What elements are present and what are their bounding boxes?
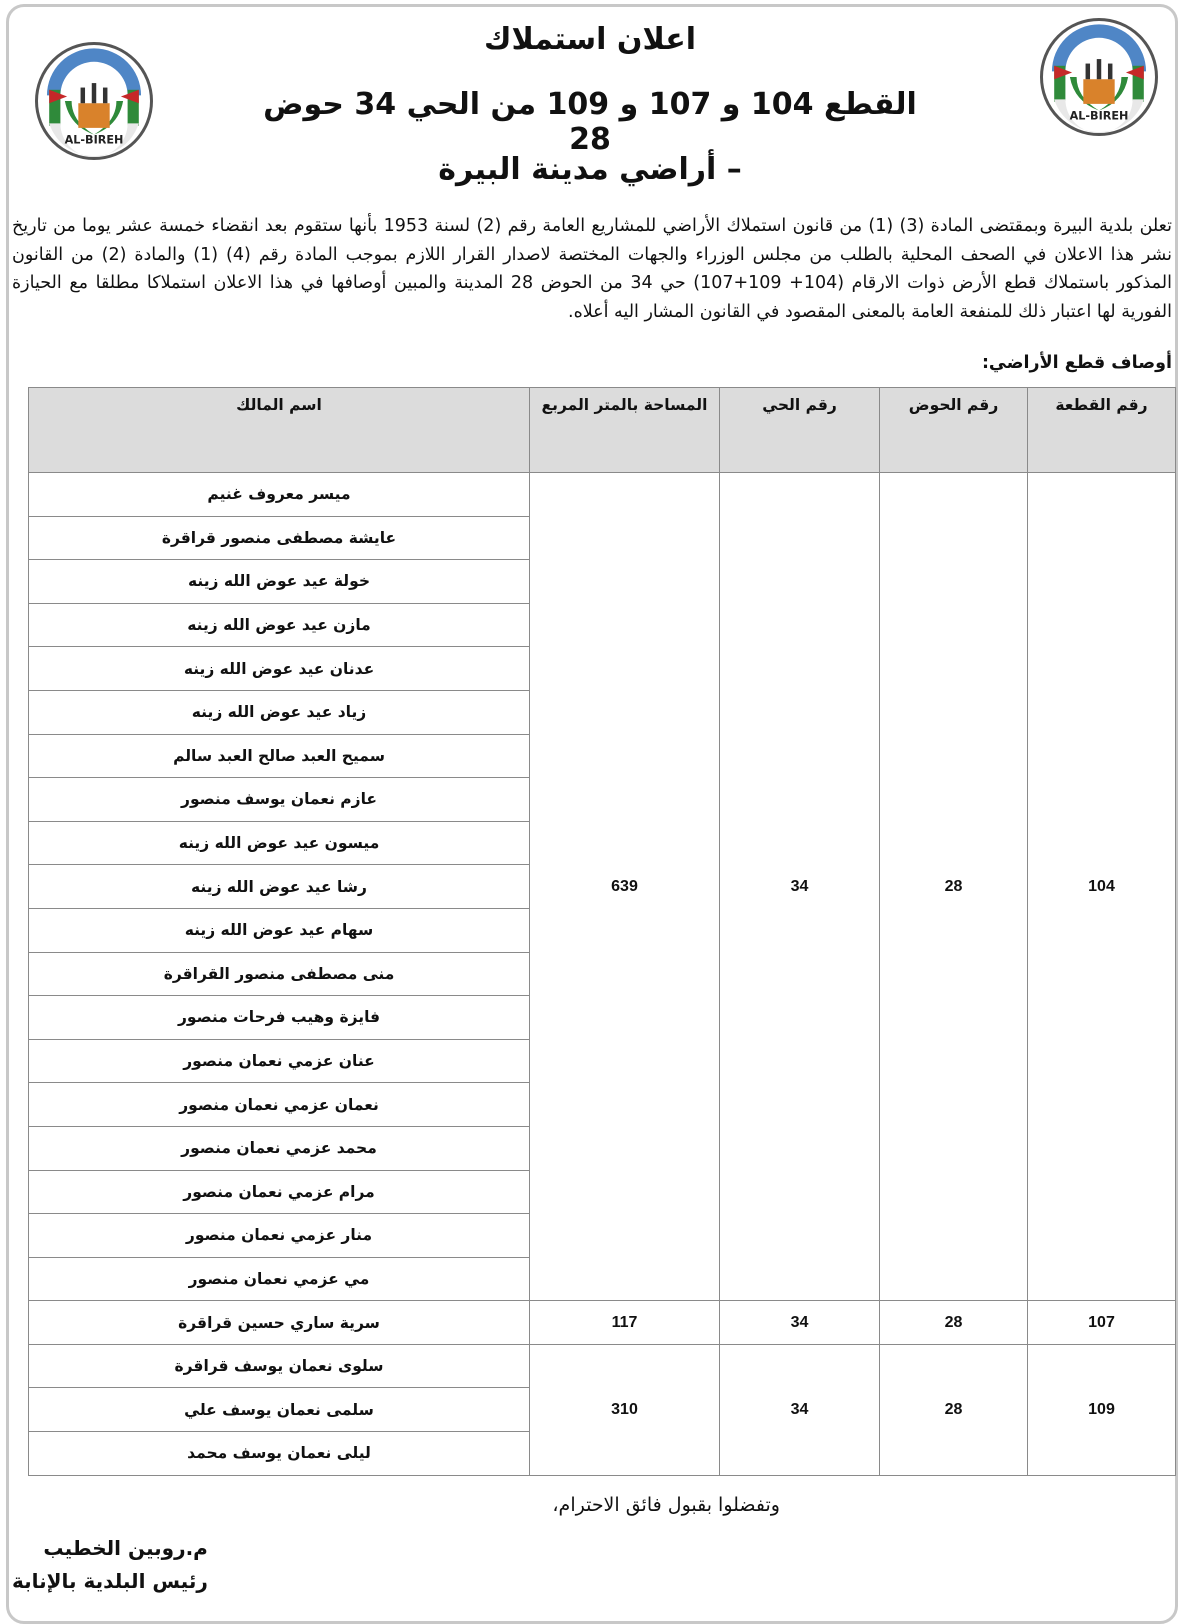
owner-name-cell: زياد عيد عوض الله زينه bbox=[29, 690, 530, 734]
header-plot-number: رقم القطعة bbox=[1028, 388, 1176, 473]
table-body bbox=[29, 473, 1176, 1476]
al-bireh-logo-right bbox=[1040, 18, 1158, 136]
owner-name-cell: خولة عيد عوض الله زينه bbox=[29, 560, 530, 604]
table-row bbox=[29, 473, 1176, 517]
owner-name-cell: محمد عزمي نعمان منصور bbox=[29, 1126, 530, 1170]
municipality-seal-icon bbox=[1043, 21, 1155, 133]
basin-number-cell: 28 bbox=[880, 473, 1028, 1301]
header-neighborhood-number: رقم الحي bbox=[720, 388, 880, 473]
area-cell: 117 bbox=[530, 1301, 720, 1345]
owner-name-cell: مي عزمي نعمان منصور bbox=[29, 1257, 530, 1301]
header-area-sqm: المساحة بالمتر المربع bbox=[530, 388, 720, 473]
land-plots-table bbox=[28, 387, 1176, 1476]
owner-name-cell: عايشة مصطفى منصور قراقرة bbox=[29, 516, 530, 560]
table-row bbox=[29, 1344, 1176, 1388]
closing-line: وتفضلوا بقبول فائق الاحترام، bbox=[552, 1494, 780, 1516]
header-owner-name: اسم المالك bbox=[29, 388, 530, 473]
owner-name-cell: سرية ساري حسين قراقرة bbox=[29, 1301, 530, 1345]
area-cell: 310 bbox=[530, 1344, 720, 1475]
municipality-seal-icon bbox=[38, 45, 150, 157]
owner-name-cell: منى مصطفى منصور القراقرة bbox=[29, 952, 530, 996]
owner-name-cell: مرام عزمي نعمان منصور bbox=[29, 1170, 530, 1214]
basin-number-cell: 28 bbox=[880, 1344, 1028, 1475]
signer-title: رئيس البلدية بالإنابة bbox=[12, 1569, 208, 1593]
owner-name-cell: سلمى نعمان يوسف علي bbox=[29, 1388, 530, 1432]
owner-name-cell: ميسر معروف غنيم bbox=[29, 473, 530, 517]
table-header-row bbox=[29, 388, 1176, 473]
neighborhood-number-cell: 34 bbox=[720, 1301, 880, 1345]
owner-name-cell: سلوى نعمان يوسف قراقرة bbox=[29, 1344, 530, 1388]
notice-location: – أراضي مدينة البيرة bbox=[438, 152, 742, 187]
owner-name-cell: سهام عيد عوض الله زينه bbox=[29, 908, 530, 952]
header-basin-number: رقم الحوض bbox=[880, 388, 1028, 473]
owner-name-cell: فايزة وهيب فرحات منصور bbox=[29, 996, 530, 1040]
table-row bbox=[29, 1301, 1176, 1345]
owner-name-cell: نعمان عزمي نعمان منصور bbox=[29, 1083, 530, 1127]
signer-name: م.روبين الخطيب bbox=[43, 1536, 208, 1560]
owner-name-cell: رشا عيد عوض الله زينه bbox=[29, 865, 530, 909]
owner-name-cell: سميح العبد صالح العبد سالم bbox=[29, 734, 530, 778]
owner-name-cell: عنان عزمي نعمان منصور bbox=[29, 1039, 530, 1083]
notice-subtitle: القطع 104 و 107 و 109 من الحي 34 حوض 28 bbox=[263, 87, 917, 157]
owner-name-cell: ميسون عيد عوض الله زينه bbox=[29, 821, 530, 865]
plot-number-cell: 107 bbox=[1028, 1301, 1176, 1345]
owner-name-cell: مازن عيد عوض الله زينه bbox=[29, 603, 530, 647]
owner-name-cell: عدنان عيد عوض الله زينه bbox=[29, 647, 530, 691]
plot-number-cell: 109 bbox=[1028, 1344, 1176, 1475]
plot-number-cell: 104 bbox=[1028, 473, 1176, 1301]
owner-name-cell: منار عزمي نعمان منصور bbox=[29, 1214, 530, 1258]
owner-name-cell: ليلى نعمان يوسف محمد bbox=[29, 1432, 530, 1476]
svg-text:AL-BIREH: AL-BIREH bbox=[64, 133, 124, 147]
neighborhood-number-cell: 34 bbox=[720, 1344, 880, 1475]
area-cell: 639 bbox=[530, 473, 720, 1301]
svg-text:AL-BIREH: AL-BIREH bbox=[1069, 109, 1129, 123]
neighborhood-number-cell: 34 bbox=[720, 473, 880, 1301]
owner-name-cell: عازم نعمان يوسف منصور bbox=[29, 778, 530, 822]
basin-number-cell: 28 bbox=[880, 1301, 1028, 1345]
notice-title: اعلان استملاك bbox=[483, 22, 697, 57]
signature-block bbox=[12, 1532, 208, 1598]
al-bireh-logo-left bbox=[35, 42, 153, 160]
notice-paragraph: تعلن بلدية البيرة وبمقتضى المادة (3) (1) من قانون استملاك الأراضي للمشاريع العامة رقم (2) لسنة 1953 بأنها ستقوم بعد انقضاء خمسة عشر يوما من تاريخ نشر هذا الاعلان في الصحف المحلية بالطلب من مجلس الوزراء والجهات المختصة لاصدار القرار اللازم بموجب المادة رقم (4) (1) والمادة (2) من القانون المذكور باستملاك قطع الأرض ذوات الارقام (104+ 109+107) حي 34 من الحوض 28 المدينة والمبين أوصافها في هذا الاعلان استملاكا مطلقا مع الحيازة الفورية لها اعتبار ذلك للمنفعة العامة بالمعنى المقصود في القانون المشار اليه أعلاه. bbox=[12, 216, 1172, 322]
land-descriptions-heading: أوصاف قطع الأراضي: bbox=[981, 353, 1172, 373]
